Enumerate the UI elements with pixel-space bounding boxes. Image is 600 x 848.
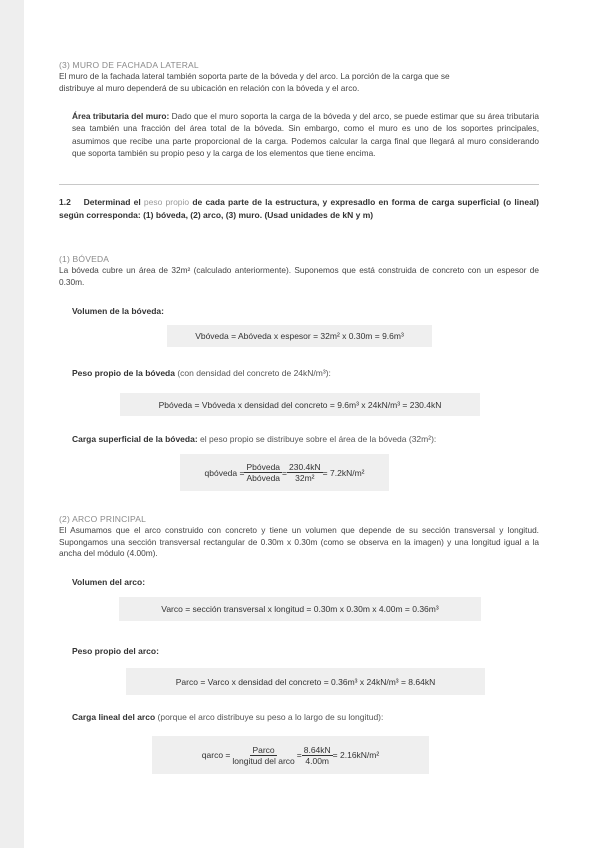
question-block [59, 196, 539, 222]
wall-heading: (3) MURO DE FACHADA LATERAL [59, 60, 199, 70]
vault-volume-label: Volumen de la bóveda: [72, 306, 164, 316]
arch-load-fraction-1: $\frac{\text{Parco}}{\text{longitud del arco}}$ [232, 744, 295, 766]
vault-load-fraction-2: $\frac{230.4kN}{\text{32m²}}$ [289, 462, 321, 483]
wall-tributary-text: Dado que el muro soporta la carga de la bóveda y del arco, se puede estimar que su área tributaria sea también una fracción del área total de la bóveda. Sin embargo, como el muro es uno de los soportes principales, asumimos que recibe una parte proporcional de la carga. Podemos calcular la carga final que llegará al muro considerando que soporta también su propio peso y la carga de los elementos que tiene encima. [72, 111, 539, 159]
divider [59, 184, 539, 185]
vault-weight-equation: Pbóveda = Vbóveda x densidad del concreto = 9.6m³ x 24kN/m³ = 230.4kN [120, 393, 480, 416]
arch-weight-label: Peso propio del arco: [72, 646, 159, 656]
arch-load-equation: qarco = $\frac{\text{Parco}}{\text{longitud del arco}}$ = $\frac{8.64kN}{4.00m}$ = 2.16kN/m² [152, 736, 429, 774]
arch-weight-equation: Parco = Varco x densidad del concreto = 0.36m³ x 24kN/m³ = 8.64kN [126, 668, 485, 695]
vault-load-label: Carga superficial de la bóveda: el peso propio se distribuye sobre el área de la bóveda (32m²): [72, 434, 437, 444]
vault-heading: (1) BÓVEDA [59, 254, 110, 264]
arch-load-fraction-2: $\frac{8.64kN}{4.00m}$ [303, 744, 331, 766]
wall-intro-line2: distribuye al muro dependerá de su ubicación en relación con la bóveda y el arco. [59, 82, 360, 93]
arch-heading: (2) ARCO PRINCIPAL [59, 514, 147, 524]
arch-volume-label: Volumen del arco: [72, 577, 146, 587]
question-text: 1.2 Determinad el peso propio de cada parte de la estructura, y expresadlo en forma de carga superficial (o lineal) según corresponda: (1) bóveda, (2) arco, (3) muro. (Usad unidades de kN y m) [59, 197, 539, 220]
wall-section [59, 60, 539, 94]
question-number: 1.2 [59, 197, 71, 207]
page-margin-bar [0, 0, 24, 848]
question-highlight: peso propio [143, 197, 190, 207]
wall-intro-line1: El muro de la fachada lateral también soporta parte de la bóveda y del arco. La porción de la carga que se [59, 71, 450, 81]
vault-section [59, 254, 539, 288]
wall-tributary-label: Área tributaria del muro: [72, 111, 170, 121]
arch-load-label: Carga lineal del arco (porque el arco distribuye su peso a lo largo de su longitud): [72, 712, 384, 722]
wall-tributary-block [59, 110, 539, 160]
wall-tributary-paragraph [59, 110, 539, 160]
vault-load-fraction-1: $\frac{\text{Pbóveda}}{\text{Abóveda}}$ [246, 462, 281, 483]
vault-load-equation: qbóveda = $\frac{\text{Pbóveda}}{\text{Abóveda}}$ = $\frac{230.4kN}{\text{32m²}}$ = 7.2kN/m² [180, 454, 389, 491]
arch-volume-equation: Varco = sección transversal x longitud = 0.30m x 0.30m x 4.00m = 0.36m³ [119, 597, 481, 621]
arch-section [59, 514, 539, 560]
arch-intro: El Asumamos que el arco construido con concreto y tiene un volumen que depende de su sección transversal y longitud. Supongamos una sección transversal rectangular de 0.30m x 0.30m (como se observa en la imagen) y una longitud igual a la ancha del módulo (4.00m). [59, 525, 539, 559]
vault-weight-label: Peso propio de la bóveda (con densidad del concreto de 24kN/m³): [72, 368, 331, 378]
vault-volume-equation: Vbóveda = Abóveda x espesor = 32m² x 0.30m = 9.6m³ [167, 325, 432, 347]
vault-intro: La bóveda cubre un área de 32m² (calculado anteriormente). Suponemos que está construida de concreto con un espesor de 0.30m. [59, 265, 539, 287]
